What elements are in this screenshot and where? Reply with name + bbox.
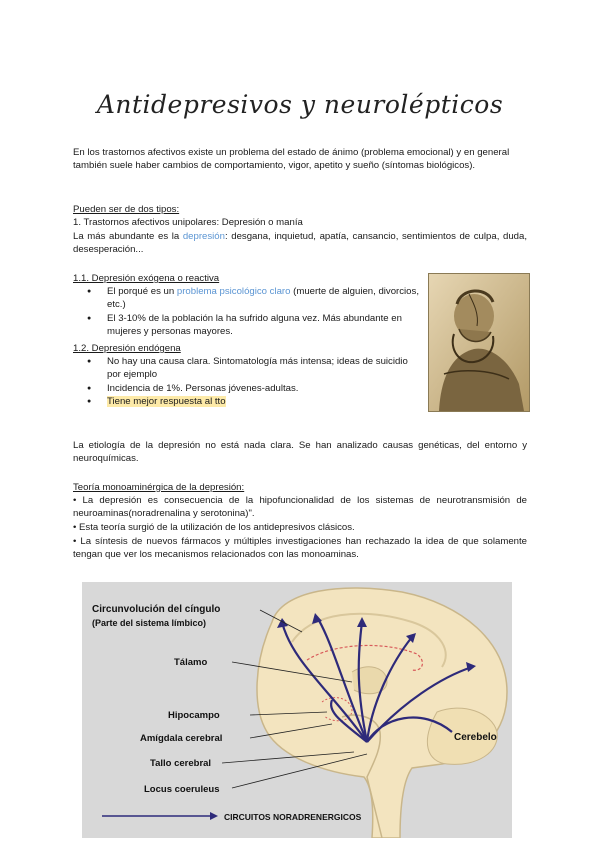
list-item: ● Incidencia de 1%. Personas jóvenes-adultas. [73,382,421,395]
exogena-heading: 1.1. Depresión exógena o reactiva [73,273,220,284]
depressed-man-photo [428,273,530,412]
teoria-point-2: • Esta teoría surgió de la utilización de los antidepresivos clásicos. [73,522,355,533]
etiologia-paragraph: La etiología de la depresión no está nada clara. Se han analizado causas genéticas, del entorno y neuroquímicas. [73,440,527,465]
depresion-paragraph [73,230,527,257]
depresion-link[interactable]: depresión [182,231,225,242]
teoria-heading: Teoría monoaminérgica de la depresión: [73,482,245,493]
types-heading: Pueden ser de dos tipos: [73,204,180,215]
noradrenergic-circuits-figure [82,582,512,838]
list-item: ● El porqué es un problema psicológico claro (muerte de alguien, divorcios, etc.) [73,285,421,312]
label-locus: Locus coeruleus [144,784,220,795]
endogena-heading: 1.2. Depresión endógena [73,343,181,354]
highlighted-text: Tiene mejor respuesta al tto [107,395,226,407]
exogena-list [73,285,421,338]
label-cingulo: Circunvolución del cíngulo [92,604,221,615]
page-title: Antidepresivos y neurolépticos [96,90,504,119]
depresion-text-pre: La más abundante es la [73,231,183,242]
intro-paragraph: En los trastornos afectivos existe un problema del estado de ánimo (problema emocional) y en general también suele haber cambios de comportamiento, vigor, apetito y sueño (síntomas biológicos). [73,147,510,172]
types-item-1: 1. Trastornos afectivos unipolares: Depresión o manía [73,217,303,228]
endogena-list [73,355,421,408]
label-cingulo-sub: (Parte del sistema límbico) [92,618,207,628]
list-item: ● El 3-10% de la población la ha sufrido alguna vez. Más abundante en mujeres y personas mayores. [73,312,421,339]
teoria-point-1: • La depresión es consecuencia de la hipofuncionalidad de los sistemas de neurotransmisión de neuroaminas(noradrenalina y serotonina)". [73,495,527,520]
depresion-text-post: : desgana, inquietud, apatía, cansancio, sentimientos de culpa, duda, desesperación... [73,231,527,256]
label-cerebelo: Cerebelo [454,732,497,743]
list-item: ● No hay una causa clara. Sintomatología más intensa; ideas de suicidio por ejemplo [73,355,421,382]
list-item [73,395,421,408]
label-talamo: Tálamo [174,657,208,668]
legend-label: CIRCUITOS NORADRENERGICOS [224,812,362,822]
label-hipocampo: Hipocampo [168,710,220,721]
label-tallo: Tallo cerebral [150,758,212,769]
label-amigdala: Amígdala cerebral [140,733,223,744]
psicologico-link[interactable]: problema psicológico claro [176,286,291,297]
teoria-point-3: • La síntesis de nuevos fármacos y múltiples investigaciones han rechazado la idea de que solamente tengan que ver los mecanismos relacionados con las monoaminas. [73,536,527,561]
